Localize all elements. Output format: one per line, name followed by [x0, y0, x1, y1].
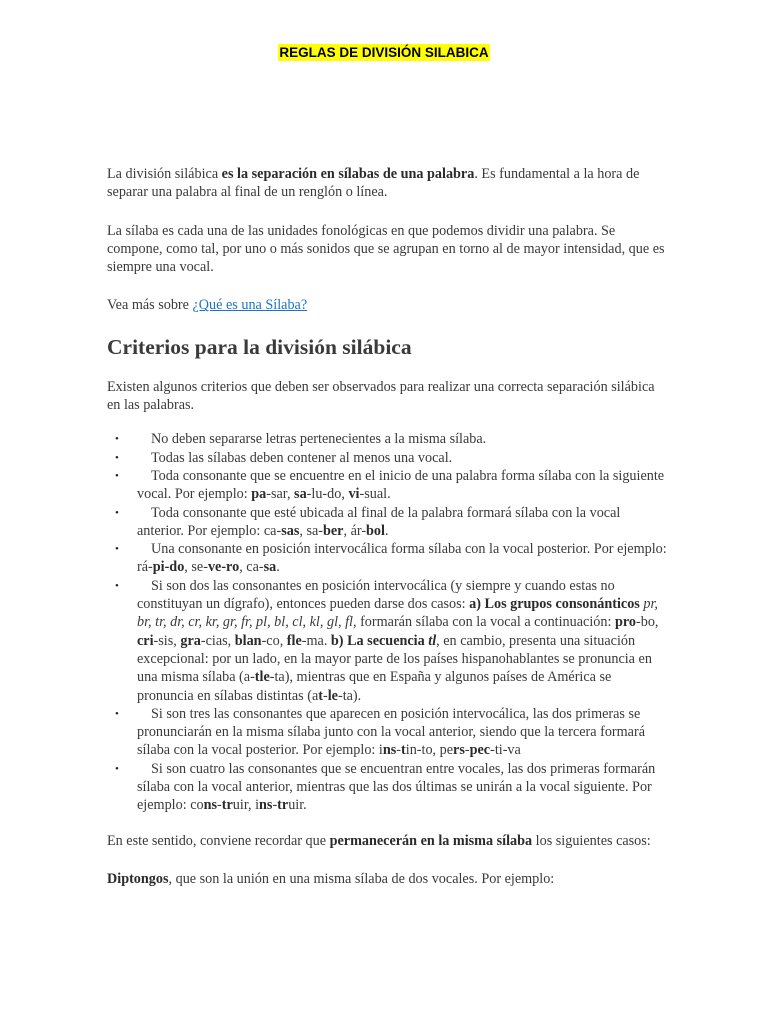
text-run: . — [384, 522, 389, 539]
bold-syllable: t — [318, 687, 323, 704]
text-run: - — [464, 742, 470, 759]
bold-syllable: sas — [281, 522, 300, 539]
bold-syllable: ns — [259, 797, 273, 814]
text-run: -bo, — [636, 614, 659, 631]
text-run: Si son cuatro las consonantes que se encuentran entre vocales, las dos primeras formarán sílaba con la vocal anterior, mientras que las dos últimas se unirán a la vocal siguiente. Por ejemplo: co — [137, 760, 656, 814]
bold-syllable: tr — [277, 797, 289, 814]
text-run: -sis, — [153, 632, 181, 649]
bullet-icon: • — [115, 707, 119, 720]
closing-paragraph-2 — [107, 870, 667, 888]
list-item — [107, 449, 667, 467]
list-item — [107, 540, 667, 577]
page-title: REGLAS DE DIVISIÓN SILABICA — [279, 45, 489, 60]
section-heading: Criterios para la división silábica — [107, 334, 412, 359]
text-run: Una consonante en posición intervocálica forma sílaba con la vocal posterior. Por ejemplo: rá- — [137, 541, 667, 576]
bold-syllable: fle — [286, 632, 302, 649]
bold-syllable: t — [401, 742, 406, 759]
bold-syllable: pec — [469, 742, 491, 759]
bold-phrase: permanecerán en la misma sílaba — [329, 832, 533, 849]
text-run: -lu-do, — [306, 486, 349, 503]
bold-syllable: le — [327, 687, 338, 704]
intro-paragraph-3 — [107, 296, 667, 314]
bold-case-a: a) Los grupos consonánticos — [469, 596, 640, 613]
text-run: , en cambio, presenta una situación excepcional: por un lado, en la mayor parte de los países hispanohablantes se pronuncia en una misma sílaba (a- — [137, 632, 652, 686]
text-run: -cias, — [200, 632, 235, 649]
text-run: En este sentido, conviene recordar que — [107, 832, 330, 849]
bold-syllable: ber — [322, 522, 344, 539]
text-run: Vea más sobre — [107, 297, 193, 314]
text-run: -ti-va — [490, 742, 521, 759]
text-run: -sar, — [266, 486, 295, 503]
document-body — [107, 165, 667, 888]
list-item — [107, 705, 667, 760]
bullet-icon: • — [115, 543, 119, 556]
list-item — [107, 467, 667, 504]
text-run: , ca- — [239, 559, 264, 576]
text-run: uir, i — [232, 797, 260, 814]
title-wrap — [0, 44, 768, 62]
text-run: , que son la unión en una misma sílaba de dos vocales. Por ejemplo: — [168, 870, 555, 887]
text-run: -co, — [261, 632, 287, 649]
text-run: . Es fundamental a la hora de separar una palabra al final de un renglón o línea. — [107, 166, 640, 201]
list-item — [107, 504, 667, 541]
text-run: uir. — [288, 797, 307, 814]
rules-list — [107, 430, 667, 814]
bold-syllable: blan — [234, 632, 262, 649]
bold-syllable: sa — [263, 559, 277, 576]
bold-syllable: sa — [294, 486, 307, 503]
text-run: in-to, pe — [405, 742, 454, 759]
bullet-icon: • — [115, 506, 119, 519]
text-run: - — [272, 797, 278, 814]
text-run: Toda consonante que esté ubicada al final de la palabra formará sílaba con la vocal anterior. Por ejemplo: ca- — [137, 504, 621, 539]
bullet-icon: • — [115, 762, 119, 775]
bold-syllable: tle — [254, 669, 270, 686]
text-run: No deben separarse letras pertenecientes a la misma sílaba. — [151, 431, 487, 448]
bold-diptongos: Diptongos — [107, 870, 169, 887]
text-run: , ár- — [343, 522, 367, 539]
closing-paragraph-1 — [107, 832, 667, 850]
text-run: Toda consonante que se encuentre en el inicio de una palabra forma sílaba con la siguiente vocal. Por ejemplo: — [137, 467, 665, 503]
bold-syllable: pa — [251, 486, 267, 503]
text-run: Todas las sílabas deben contener al menos una vocal. — [151, 449, 453, 466]
text-run: formarán sílaba con la vocal a continuación: — [356, 614, 615, 631]
text-run: - — [322, 687, 328, 704]
bullet-icon: • — [115, 579, 119, 592]
bullet-icon: • — [115, 451, 119, 464]
bold-syllable: vi — [348, 486, 360, 503]
text-run: -ta), mientras que en España y algunos países de América se pronuncia en sílabas distintas (a — [137, 669, 612, 704]
bold-syllable: gra — [180, 632, 201, 649]
text-run: . — [276, 559, 280, 576]
intro-paragraph-1 — [107, 165, 667, 202]
text-run: - — [396, 742, 402, 759]
bullet-icon: • — [115, 469, 119, 482]
intro-paragraph-2: La sílaba es cada una de las unidades fonológicas en que podemos dividir una palabra. Se compone, como tal, por uno o más sonidos que se agrupan en torno al de mayor intensidad, que es siempre una vocal. — [107, 222, 665, 276]
bold-case-b: b) La secuencia — [330, 632, 429, 649]
text-run: -ma. — [301, 632, 331, 649]
text-run: , sa- — [299, 522, 323, 539]
text-run: La división silábica — [107, 166, 222, 182]
list-item — [107, 760, 667, 815]
bold-syllable: pro — [614, 614, 636, 631]
text-run: Si son dos las consonantes en posición intervocálica (y siempre y cuando estas no constituyan un dígrafo), entonces pueden darse dos casos: — [137, 577, 615, 613]
bullet-icon: • — [115, 433, 119, 446]
bold-syllable: pi-do — [152, 559, 185, 576]
bold-italic-tl: tl — [428, 632, 437, 649]
bold-syllable: ns — [382, 742, 397, 759]
bold-syllable: tr — [221, 797, 233, 814]
bold-syllable: bol — [366, 522, 385, 539]
bold-syllable: rs — [453, 742, 465, 759]
section-lead: Existen algunos criterios que deben ser observados para realizar una correcta separación silábica en las palabras. — [107, 378, 655, 414]
italic-consonant-groups: pr, br, tr, dr, cr, kr, gr, fr, pl, bl, cl, kl, gl, fl, — [137, 596, 658, 631]
text-run: -sual. — [359, 486, 391, 503]
text-run: - — [217, 797, 222, 814]
list-item — [107, 430, 667, 448]
text-run: los siguientes casos: — [532, 832, 651, 849]
bold-definition: es la separación en sílabas de una palabra — [221, 166, 475, 182]
silaba-link[interactable]: ¿Qué es una Sílaba? — [192, 297, 308, 314]
text-run: -ta). — [337, 687, 362, 704]
bold-syllable: ve-ro — [207, 559, 240, 576]
text-run: Si son tres las consonantes que aparecen en posición intervocálica, las dos primeras se pronunciarán en la misma sílaba junto con la vocal anterior, siendo que la tercera formará sílaba con la vocal posterior. Por ejemplo: i — [137, 705, 645, 759]
bold-syllable: ns — [203, 797, 218, 814]
list-item — [107, 577, 667, 705]
bold-syllable: cri — [137, 632, 154, 649]
text-run: , se- — [184, 559, 208, 576]
